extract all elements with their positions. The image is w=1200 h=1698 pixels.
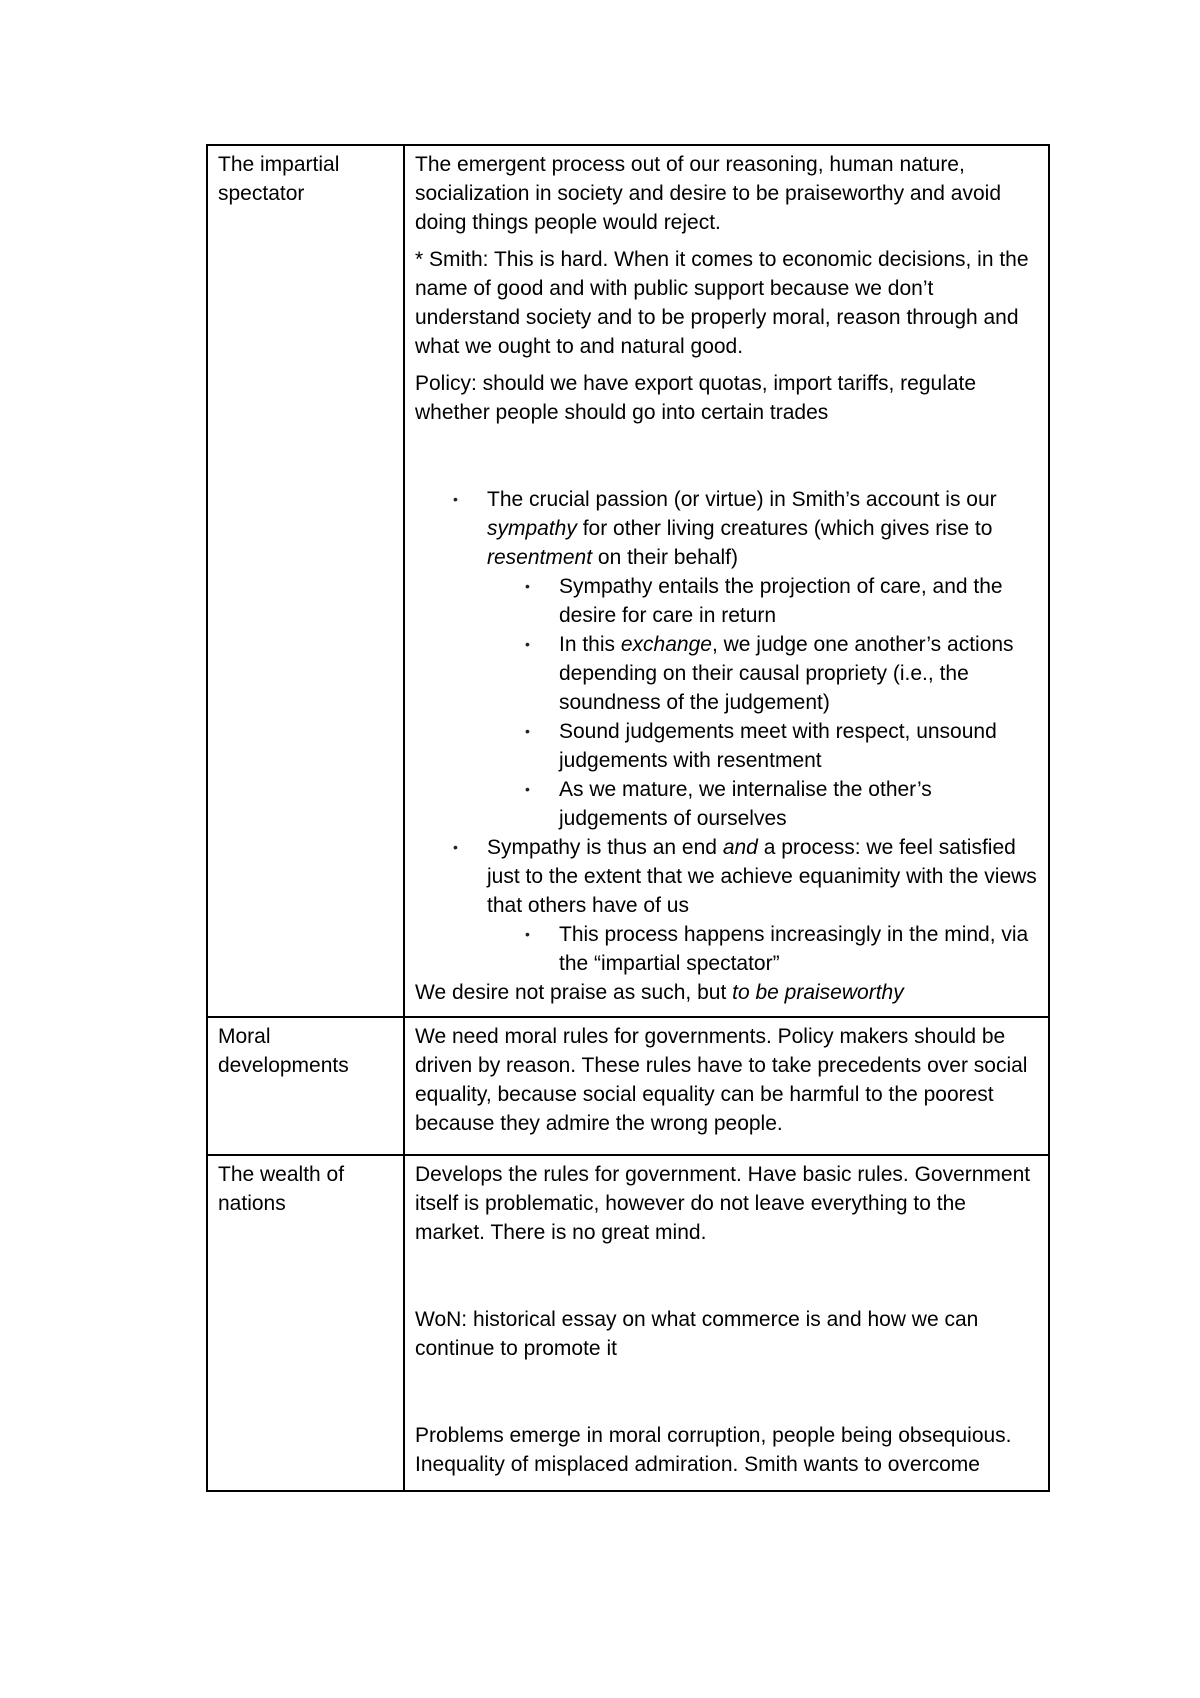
bullet-icon: •	[525, 926, 530, 942]
blank-space	[415, 1247, 1038, 1305]
list-item	[415, 485, 1038, 833]
table-row	[207, 1155, 1049, 1491]
paragraph: The emergent process out of our reasoning, human nature, socialization in society and desire to be praiseworthy and avoid doing things people would reject.	[415, 153, 1002, 234]
term-label: Moral developments	[218, 1025, 349, 1077]
list-item	[487, 775, 1038, 833]
paragraph: We need moral rules for governments. Policy makers should be driven by reason. These rules have to take precedents over social equality, because social equality can be harmful to the poorest because they admire the wrong people.	[415, 1025, 1028, 1135]
list-item-text: Sound judgements meet with respect, unsound judgements with resentment	[559, 720, 997, 772]
description-cell	[404, 1155, 1049, 1491]
term-label: The impartial spectator	[218, 153, 340, 205]
list-item	[487, 572, 1038, 630]
term-cell	[207, 145, 404, 1017]
list-item-text: In this exchange, we judge one another’s actions depending on their causal propriety (i.e., the soundness of the judgement)	[559, 633, 1014, 714]
paragraph: Develops the rules for government. Have basic rules. Government itself is problematic, however do not leave everything to the market. There is no great mind.	[415, 1163, 1031, 1244]
list-item-text: Sympathy entails the projection of care, and the desire for care in return	[559, 575, 1003, 627]
table-row	[207, 145, 1049, 1017]
description-cell	[404, 145, 1049, 1017]
blank-space	[415, 1363, 1038, 1421]
notes-table	[206, 144, 1050, 1492]
bullet-icon: •	[453, 491, 458, 507]
paragraph: WoN: historical essay on what commerce is and how we can continue to promote it	[415, 1308, 979, 1360]
list-item-text: The crucial passion (or virtue) in Smith’s account is our sympathy for other living creatures (which gives rise to resentment on their behalf)	[487, 488, 997, 569]
bullet-list	[415, 485, 1038, 978]
list-item	[487, 920, 1038, 978]
sub-bullet-list	[487, 920, 1038, 978]
description-cell	[404, 1017, 1049, 1155]
paragraph: * Smith: This is hard. When it comes to economic decisions, in the name of good and with public support because we don’t understand society and to be properly moral, reason through and what we ought to and natural good.	[415, 248, 1029, 358]
list-item-text: As we mature, we internalise the other’s judgements of ourselves	[559, 778, 932, 830]
term-cell	[207, 1155, 404, 1491]
list-item	[487, 717, 1038, 775]
list-item	[487, 630, 1038, 717]
term-label: The wealth of nations	[218, 1163, 345, 1215]
bullet-icon: •	[525, 723, 530, 739]
paragraph: Policy: should we have export quotas, import tariffs, regulate whether people should go into certain trades	[415, 372, 977, 424]
blank-space	[415, 427, 1038, 485]
bullet-icon: •	[453, 839, 458, 855]
table-row	[207, 1017, 1049, 1155]
bullet-icon: •	[525, 578, 530, 594]
paragraph: Problems emerge in moral corruption, people being obsequious. Inequality of misplaced admiration. Smith wants to overcome	[415, 1424, 1012, 1476]
bullet-icon: •	[525, 636, 530, 652]
sub-bullet-list	[487, 572, 1038, 833]
closing-line: We desire not praise as such, but to be praiseworthy	[415, 981, 904, 1004]
bullet-icon: •	[525, 781, 530, 797]
list-item-text: Sympathy is thus an end and a process: we feel satisfied just to the extent that we achieve equanimity with the views that others have of us	[487, 836, 1037, 917]
list-item-text: This process happens increasingly in the mind, via the “impartial spectator”	[559, 923, 1029, 975]
term-cell	[207, 1017, 404, 1155]
list-item	[415, 833, 1038, 978]
